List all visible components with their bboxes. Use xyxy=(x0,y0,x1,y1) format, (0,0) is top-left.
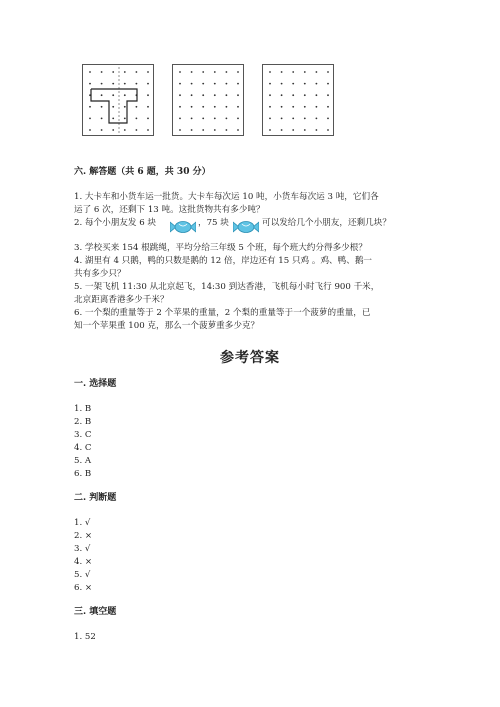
grid-dot xyxy=(316,106,318,108)
answer-item: 2. B xyxy=(74,417,92,427)
answer-item: 1. √ xyxy=(74,518,91,528)
grid-dot xyxy=(101,83,103,85)
answers-section-3-title: 三. 填空题 xyxy=(74,607,117,617)
grid-dot xyxy=(226,129,228,131)
grid-dot xyxy=(147,83,149,85)
grid-dot xyxy=(147,118,149,120)
grid-dot xyxy=(214,118,216,120)
grid-dot xyxy=(101,71,103,73)
grid-dot xyxy=(281,71,283,73)
grid-dot xyxy=(147,106,149,108)
question-5-line-1: 5. 一架飞机 11:30 从北京起飞，14:30 到达香港，飞机每小时飞行 900 千米， xyxy=(74,282,380,292)
grid-dot xyxy=(226,118,228,120)
grid-dot xyxy=(112,83,114,85)
grid-dot xyxy=(136,106,138,108)
grid-dot xyxy=(292,94,294,96)
grid-dot xyxy=(136,118,138,120)
grid-dot xyxy=(316,94,318,96)
question-2-part-a: 2. 每个小朋友发 6 块 xyxy=(74,218,157,228)
grid-dot xyxy=(136,71,138,73)
grid-dot xyxy=(327,129,329,131)
grid-dot xyxy=(327,94,329,96)
grid-dot xyxy=(147,94,149,96)
grid-dot xyxy=(237,106,239,108)
question-4-line-1: 4. 湖里有 4 只鹅，鸭的只数是鹅的 12 倍，岸边还有 15 只鸡 。鸡、鸭、鹅一 xyxy=(74,256,373,266)
answer-item: 3. C xyxy=(74,430,92,440)
question-2-part-c: 可以发给几个小朋友，还剩几块？ xyxy=(262,218,391,228)
answer-item: 1. B xyxy=(74,404,92,414)
grid-dot xyxy=(112,106,114,108)
grid-dot xyxy=(124,83,126,85)
grid-dot xyxy=(202,106,204,108)
grid-dot xyxy=(269,118,271,120)
grid-dot xyxy=(327,71,329,73)
candy-icon xyxy=(233,220,259,234)
answers-section-1-title: 一. 选择题 xyxy=(74,379,117,389)
grid-dot xyxy=(316,129,318,131)
grid-dot xyxy=(226,94,228,96)
grid-dot xyxy=(202,118,204,120)
grid-dot xyxy=(281,83,283,85)
grid-dot xyxy=(89,71,91,73)
question-2-part-b: ，75 块 xyxy=(198,218,229,228)
question-5-line-2: 北京距离香港多少千米？ xyxy=(74,295,169,305)
answer-item: 4. C xyxy=(74,443,92,453)
grid-dot xyxy=(269,129,271,131)
grid-dot xyxy=(214,129,216,131)
grid-dot xyxy=(89,106,91,108)
answer-item: 6. B xyxy=(74,469,92,479)
grid-dot xyxy=(124,71,126,73)
answer-item: 1. 52 xyxy=(74,632,96,642)
grid-dot xyxy=(89,83,91,85)
grid-dot xyxy=(136,83,138,85)
grid-dot xyxy=(112,71,114,73)
grid-dot xyxy=(269,106,271,108)
grid-dot xyxy=(112,94,114,96)
candy-icon xyxy=(170,220,196,234)
grid-dot xyxy=(292,129,294,131)
grid-dot xyxy=(226,71,228,73)
grid-dot xyxy=(281,129,283,131)
grid-dot xyxy=(202,83,204,85)
grid-dot xyxy=(292,106,294,108)
grid-dot xyxy=(237,83,239,85)
grid-dot xyxy=(101,106,103,108)
grid-dot xyxy=(292,71,294,73)
grid-dot xyxy=(327,83,329,85)
grid-dot xyxy=(179,118,181,120)
grid-dot xyxy=(214,71,216,73)
dot-grid xyxy=(263,65,335,137)
grid-dot xyxy=(89,129,91,131)
answers-title: 参考答案 xyxy=(220,350,280,366)
grid-dot xyxy=(226,106,228,108)
grid-dot xyxy=(191,118,193,120)
grid-dot xyxy=(124,106,126,108)
answer-item: 3. √ xyxy=(74,544,91,554)
question-3: 3. 学校买来 154 根跳绳，平均分给三年级 5 个班，每个班大约分得多少根？ xyxy=(74,243,367,253)
grid-dot xyxy=(136,129,138,131)
grid-dot xyxy=(191,83,193,85)
grid-dot xyxy=(226,83,228,85)
question-4-line-2: 共有多少只？ xyxy=(74,269,126,279)
grid-dot xyxy=(237,94,239,96)
grid-dot xyxy=(281,94,283,96)
grid-dot xyxy=(147,71,149,73)
grid-dot xyxy=(191,106,193,108)
grid-dot xyxy=(202,94,204,96)
grid-dot xyxy=(214,83,216,85)
grid-dot xyxy=(112,129,114,131)
answer-item: 6. × xyxy=(74,583,93,593)
grid-dot xyxy=(202,71,204,73)
dot-grid-empty xyxy=(172,64,244,136)
grid-dot xyxy=(124,118,126,120)
answer-item: 5. √ xyxy=(74,570,91,580)
question-1-line-1: 1. 大卡车和小货车运一批货。大卡车每次运 10 吨，小货车每次运 3 吨，它们各 xyxy=(74,192,379,202)
grid-dot xyxy=(179,71,181,73)
grid-dot xyxy=(191,129,193,131)
grid-dot xyxy=(179,83,181,85)
grid-dot xyxy=(101,129,103,131)
question-6-line-2: 知一个苹果重 100 克，那么一个菠萝重多少克？ xyxy=(74,321,260,331)
grid-dot xyxy=(316,118,318,120)
grid-dot xyxy=(89,118,91,120)
grid-dot xyxy=(316,83,318,85)
grid-dot xyxy=(304,106,306,108)
grid-dot xyxy=(269,71,271,73)
grid-dot xyxy=(327,118,329,120)
grid-dot xyxy=(179,94,181,96)
grid-dot xyxy=(237,129,239,131)
section-title: 六. 解答题（共 6 题，共 30 分） xyxy=(74,167,211,177)
question-2 xyxy=(74,218,156,229)
dot-grid-with-figure xyxy=(82,64,154,136)
grid-dot xyxy=(292,118,294,120)
grid-dot xyxy=(281,118,283,120)
dot-grid-empty xyxy=(262,64,334,136)
grid-dot xyxy=(124,94,126,96)
grid-dot xyxy=(147,129,149,131)
grid-dot xyxy=(124,129,126,131)
grid-dot xyxy=(304,129,306,131)
grid-dot xyxy=(179,129,181,131)
grid-dot xyxy=(202,129,204,131)
grid-dot xyxy=(191,94,193,96)
grid-dot xyxy=(281,106,283,108)
grid-dot xyxy=(112,118,114,120)
grid-dot xyxy=(327,106,329,108)
grid-dot xyxy=(101,94,103,96)
grid-dot xyxy=(214,94,216,96)
answer-item: 2. × xyxy=(74,531,93,541)
dot-grid xyxy=(173,65,245,137)
grid-dot xyxy=(214,106,216,108)
grid-dot xyxy=(237,71,239,73)
grid-dot xyxy=(304,94,306,96)
answer-item: 4. × xyxy=(74,557,93,567)
grid-dot xyxy=(316,71,318,73)
grid-dot xyxy=(304,118,306,120)
question-6-line-1: 6. 一个梨的重量等于 2 个苹果的重量，2 个梨的重量等于一个菠萝的重量，已 xyxy=(74,308,371,318)
grid-dot xyxy=(269,83,271,85)
dot-grid-figure xyxy=(83,65,155,137)
question-1-line-2: 运了 6 次，还剩下 13 吨。这批货物共有多少吨？ xyxy=(74,205,265,215)
answer-item: 5. A xyxy=(74,456,92,466)
grid-dot xyxy=(191,71,193,73)
answers-section-2-title: 二. 判断题 xyxy=(74,493,117,503)
grid-dot xyxy=(292,83,294,85)
grid-dot xyxy=(237,118,239,120)
grid-dot xyxy=(101,118,103,120)
grid-dot xyxy=(304,83,306,85)
grid-dot xyxy=(304,71,306,73)
grid-dot xyxy=(179,106,181,108)
grid-dot xyxy=(269,94,271,96)
